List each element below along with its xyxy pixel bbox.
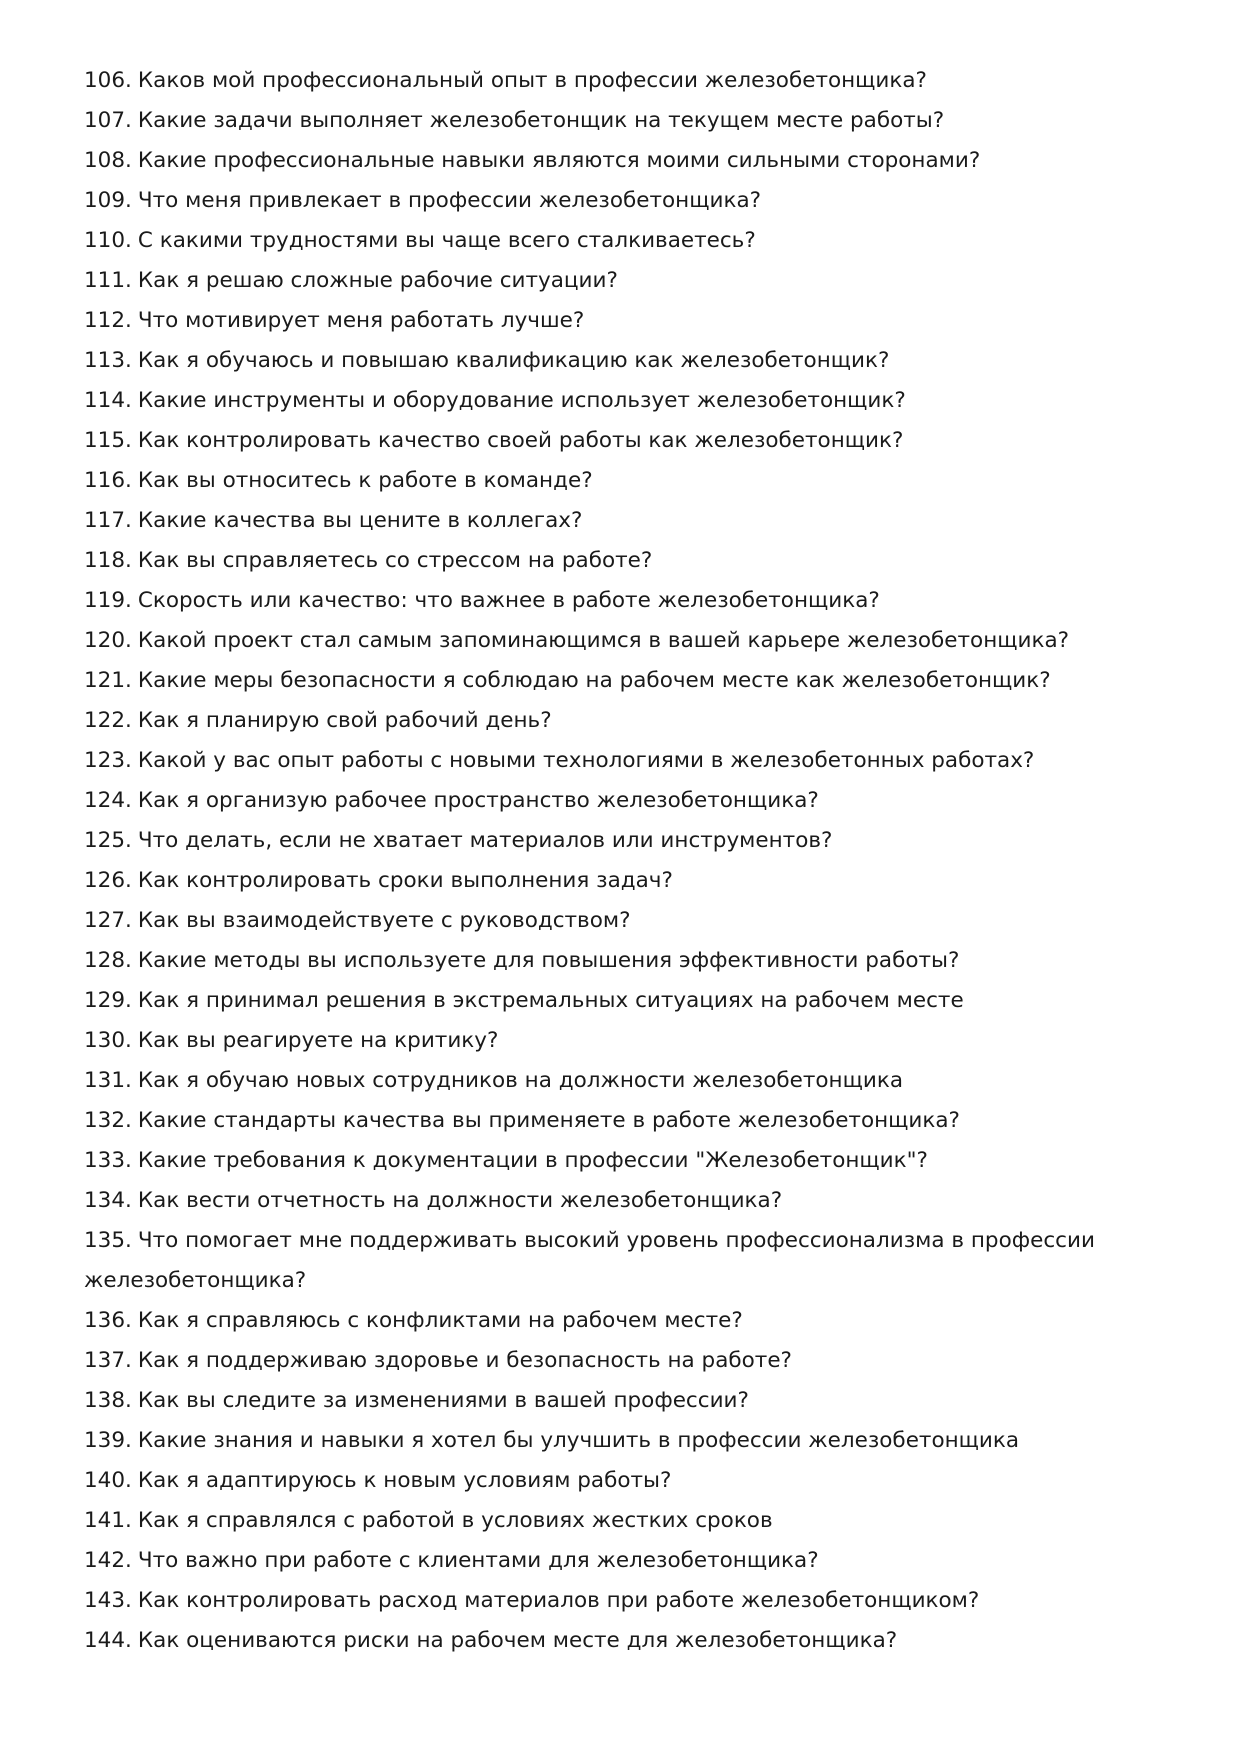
- question-text: Что меня привлекает в профессии железобетонщика?: [137, 188, 762, 213]
- question-item: [84, 701, 1164, 741]
- question-number: 121.: [84, 668, 132, 693]
- question-number: 133.: [84, 1148, 132, 1173]
- question-text: Как я справляюсь с конфликтами на рабочем месте?: [137, 1308, 743, 1333]
- question-text: Как я организую рабочее пространство железобетонщика?: [137, 788, 819, 813]
- question-text: Каков мой профессиональный опыт в профессии железобетонщика?: [137, 68, 927, 93]
- question-text: Как я поддерживаю здоровье и безопасность на работе?: [137, 1348, 792, 1373]
- question-text: Как вы реагируете на критику?: [137, 1028, 499, 1053]
- question-text: Как вы относитесь к работе в команде?: [137, 468, 593, 493]
- question-item: [84, 1021, 1164, 1061]
- question-item: [84, 261, 1164, 301]
- question-number: 132.: [84, 1108, 132, 1133]
- question-number: 120.: [84, 628, 132, 653]
- question-number: 142.: [84, 1548, 132, 1573]
- question-item: [84, 1301, 1164, 1341]
- question-list: [84, 61, 1164, 1661]
- question-item: [84, 181, 1164, 221]
- question-item: [84, 901, 1164, 941]
- question-text: Что важно при работе с клиентами для железобетонщика?: [137, 1548, 819, 1573]
- question-item: [84, 1101, 1164, 1141]
- question-text: Какой проект стал самым запоминающимся в вашей карьере железобетонщика?: [137, 628, 1070, 653]
- question-item: [84, 541, 1164, 581]
- question-item: [84, 1141, 1164, 1181]
- question-text: Как вести отчетность на должности железобетонщика?: [137, 1188, 783, 1213]
- question-text: С какими трудностями вы чаще всего сталкиваетесь?: [137, 228, 756, 253]
- question-item: [84, 461, 1164, 501]
- question-item: [84, 101, 1164, 141]
- question-number: 123.: [84, 748, 132, 773]
- question-text: Как контролировать сроки выполнения задач?: [137, 868, 673, 893]
- question-text: Как вы взаимодействуете с руководством?: [137, 908, 631, 933]
- question-item: [84, 341, 1164, 381]
- question-text: Какие знания и навыки я хотел бы улучшить в профессии железобетонщика: [137, 1428, 1020, 1453]
- question-number: 130.: [84, 1028, 132, 1053]
- question-number: 107.: [84, 108, 132, 133]
- question-text: Как я обучаюсь и повышаю квалификацию как железобетонщик?: [137, 348, 890, 373]
- question-number: 134.: [84, 1188, 132, 1213]
- question-number: 112.: [84, 308, 132, 333]
- question-number: 131.: [84, 1068, 132, 1093]
- question-text: Как контролировать качество своей работы как железобетонщик?: [137, 428, 904, 453]
- question-text: Какие требования к документации в профессии "Железобетонщик"?: [137, 1148, 928, 1173]
- question-text: Как я принимал решения в экстремальных ситуациях на рабочем месте: [137, 988, 964, 1013]
- question-text: Что мотивирует меня работать лучше?: [137, 308, 585, 333]
- question-item: [84, 1061, 1164, 1101]
- question-text: Какие задачи выполняет железобетонщик на текущем месте работы?: [137, 108, 945, 133]
- question-item: [84, 661, 1164, 701]
- question-text: Какой у вас опыт работы с новыми технологиями в железобетонных работах?: [137, 748, 1035, 773]
- question-item: [84, 381, 1164, 421]
- question-item: [84, 141, 1164, 181]
- question-number: 140.: [84, 1468, 132, 1493]
- question-text: Как контролировать расход материалов при работе железобетонщиком?: [137, 1588, 980, 1613]
- question-number: 113.: [84, 348, 132, 373]
- question-text: Как я адаптируюсь к новым условиям работы?: [137, 1468, 672, 1493]
- question-item: [84, 741, 1164, 781]
- question-number: 116.: [84, 468, 132, 493]
- question-item: [84, 1461, 1164, 1501]
- question-item: [84, 821, 1164, 861]
- question-item: [84, 1341, 1164, 1381]
- question-number: 115.: [84, 428, 132, 453]
- question-item: [84, 1581, 1164, 1621]
- question-item: [84, 61, 1164, 101]
- question-item: [84, 1381, 1164, 1421]
- question-number: 141.: [84, 1508, 132, 1533]
- question-item: [84, 301, 1164, 341]
- question-item: [84, 621, 1164, 661]
- question-text: Как вы справляетесь со стрессом на работе?: [137, 548, 653, 573]
- question-item: [84, 581, 1164, 621]
- question-number: 143.: [84, 1588, 132, 1613]
- question-number: 126.: [84, 868, 132, 893]
- question-text: Как я решаю сложные рабочие ситуации?: [137, 268, 618, 293]
- question-number: 125.: [84, 828, 132, 853]
- question-text: Какие методы вы используете для повышения эффективности работы?: [137, 948, 960, 973]
- question-item: [84, 981, 1164, 1021]
- question-item: [84, 1221, 1164, 1301]
- question-item: [84, 501, 1164, 541]
- question-number: 108.: [84, 148, 132, 173]
- question-number: 122.: [84, 708, 132, 733]
- question-text: Какие инструменты и оборудование использует железобетонщик?: [137, 388, 906, 413]
- question-item: [84, 221, 1164, 261]
- question-item: [84, 1421, 1164, 1461]
- question-number: 111.: [84, 268, 132, 293]
- question-text: Как оцениваются риски на рабочем месте для железобетонщика?: [137, 1628, 898, 1653]
- question-number: 109.: [84, 188, 132, 213]
- question-text: Как я справлялся с работой в условиях жестких сроков: [137, 1508, 773, 1533]
- question-number: 139.: [84, 1428, 132, 1453]
- question-number: 110.: [84, 228, 132, 253]
- question-number: 135.: [84, 1228, 132, 1253]
- question-number: 136.: [84, 1308, 132, 1333]
- question-text: Какие стандарты качества вы применяете в работе железобетонщика?: [137, 1108, 960, 1133]
- question-text: Что помогает мне поддерживать высокий уровень профессионализма в профессии железобетонщика?: [84, 1228, 1095, 1293]
- question-item: [84, 1181, 1164, 1221]
- question-text: Что делать, если не хватает материалов или инструментов?: [137, 828, 833, 853]
- question-item: [84, 421, 1164, 461]
- question-number: 114.: [84, 388, 132, 413]
- question-number: 137.: [84, 1348, 132, 1373]
- question-number: 106.: [84, 68, 132, 93]
- question-text: Какие профессиональные навыки являются моими сильными сторонами?: [137, 148, 981, 173]
- question-number: 124.: [84, 788, 132, 813]
- question-item: [84, 1541, 1164, 1581]
- question-item: [84, 1501, 1164, 1541]
- question-number: 117.: [84, 508, 132, 533]
- question-number: 144.: [84, 1628, 132, 1653]
- document-page: [84, 61, 1164, 1661]
- question-item: [84, 941, 1164, 981]
- question-number: 119.: [84, 588, 132, 613]
- question-number: 128.: [84, 948, 132, 973]
- question-item: [84, 1621, 1164, 1661]
- question-item: [84, 781, 1164, 821]
- question-text: Как я обучаю новых сотрудников на должности железобетонщика: [137, 1068, 903, 1093]
- question-number: 129.: [84, 988, 132, 1013]
- question-text: Скорость или качество: что важнее в работе железобетонщика?: [137, 588, 880, 613]
- question-text: Как вы следите за изменениями в вашей профессии?: [137, 1388, 749, 1413]
- question-item: [84, 861, 1164, 901]
- question-text: Какие качества вы цените в коллегах?: [137, 508, 583, 533]
- question-number: 138.: [84, 1388, 132, 1413]
- question-text: Какие меры безопасности я соблюдаю на рабочем месте как железобетонщик?: [137, 668, 1051, 693]
- question-number: 127.: [84, 908, 132, 933]
- question-number: 118.: [84, 548, 132, 573]
- question-text: Как я планирую свой рабочий день?: [137, 708, 552, 733]
